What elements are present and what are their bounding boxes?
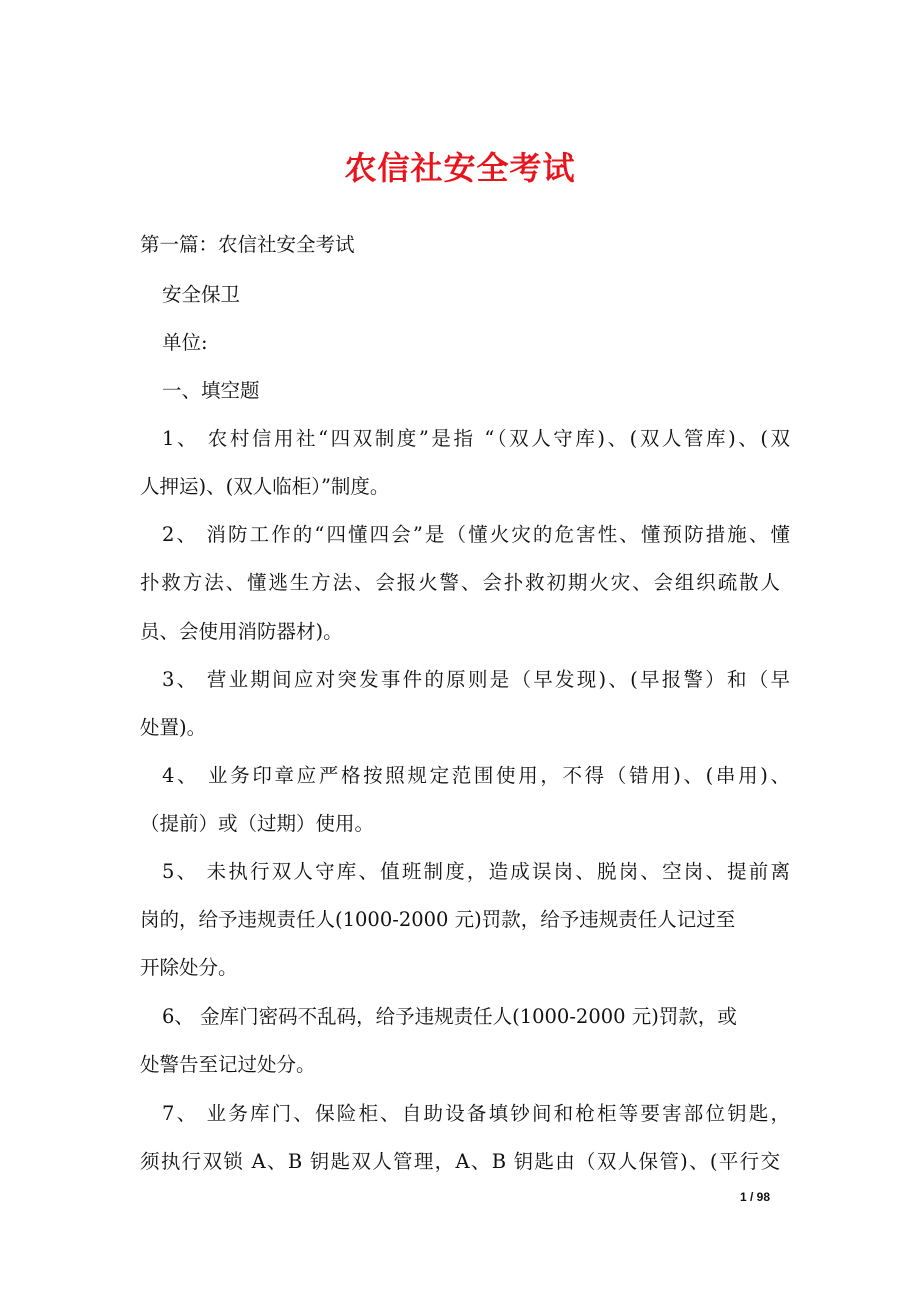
document-line: 一、填空题	[162, 379, 260, 402]
document-line: 安全保卫	[162, 283, 241, 306]
document-line: 第一篇：农信社安全考试	[140, 233, 355, 256]
document-line: 6、 金库门密码不乱码，给予违规责任人(1000-2000 元)罚款，或	[162, 1005, 737, 1028]
document-line: 7、 业务库门、保险柜、自助设备填钞间和枪柜等要害部位钥匙，	[162, 1102, 790, 1125]
document-title: 农信社安全考试	[344, 149, 576, 187]
document-line: 2、 消防工作的“四懂四会”是（懂火灾的危害性、懂预防措施、懂	[162, 523, 790, 546]
document-line: 开除处分。	[140, 956, 238, 979]
document-line: （提前）或（过期）使用。	[140, 812, 375, 835]
document-line: 1、 农村信用社“四双制度”是指 “（双人守库)、(双人管库)、(双	[162, 427, 790, 450]
document-line: 岗的，给予违规责任人(1000-2000 元)罚款，给予违规责任人记过至	[140, 908, 736, 931]
document-line: 扑救方法、懂逃生方法、会报火警、会扑救初期火灾、会组织疏散人	[140, 571, 780, 594]
document-line: 4、 业务印章应严格按照规定范围使用，不得（错用)、(串用)、	[162, 764, 790, 787]
document-line: 5、 未执行双人守库、值班制度，造成误岗、脱岗、空岗、提前离	[162, 860, 790, 883]
document-line: 人押运)、(双人临柜）”制度。	[140, 475, 390, 498]
document-line: 须执行双锁 A、B 钥匙双人管理，A、B 钥匙由（双人保管)、(平行交	[140, 1150, 780, 1173]
page-number: 1 / 98	[740, 1190, 771, 1204]
document-line: 处置)。	[140, 716, 207, 739]
document-line: 3、 营业期间应对突发事件的原则是（早发现)、(早报警）和（早	[162, 668, 790, 691]
document-line: 员、会使用消防器材)。	[140, 620, 343, 643]
document-line: 处警告至记过处分。	[140, 1053, 316, 1076]
document-line: 单位:	[162, 331, 208, 354]
